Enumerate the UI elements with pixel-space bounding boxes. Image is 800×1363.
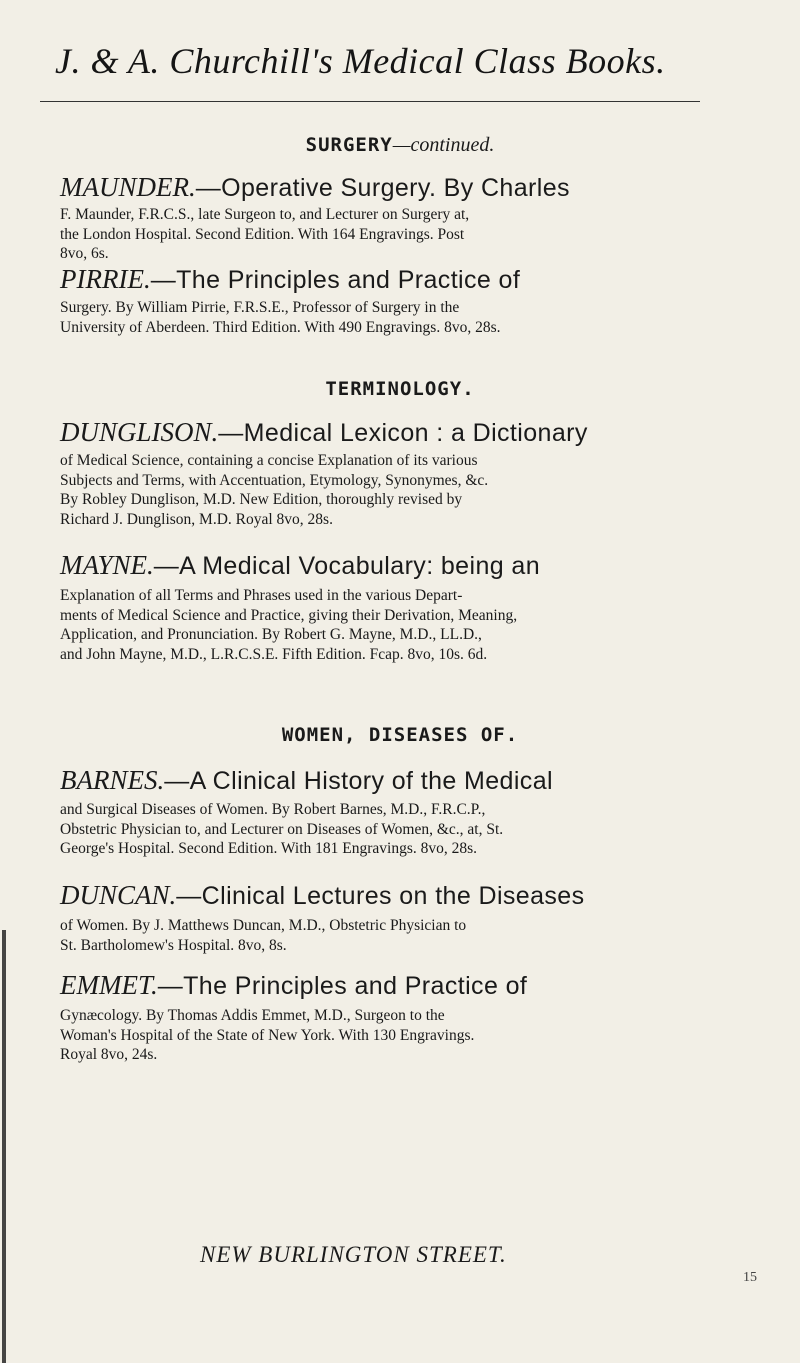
entry-work-title: —A Clinical History of the Medical — [164, 767, 553, 795]
entry-line: Surgery. By William Pirrie, F.R.S.E., Professor of Surgery in the — [60, 299, 460, 316]
entry-author: DUNCAN. — [60, 880, 177, 910]
entry-work-title: —Clinical Lectures on the Diseases — [176, 882, 585, 910]
page-number: 15 — [743, 1270, 757, 1285]
entry-line: of Women. By J. Matthews Duncan, M.D., Obstetric Physician to — [60, 917, 467, 934]
entry-work-title: —Medical Lexicon : a Dictionary — [218, 419, 588, 447]
entry-description — [60, 298, 760, 337]
entry-work-title: —A Medical Vocabulary: being an — [153, 552, 541, 580]
entry-line: Woman's Hospital of the State of New York. With 130 Engravings. — [60, 1026, 475, 1044]
entry-line: ments of Medical Science and Practice, giving their Derivation, Meaning, — [60, 606, 518, 624]
section-continued: —continued. — [392, 134, 495, 156]
entry-line: F. Maunder, F.R.C.S., late Surgeon to, and Lecturer on Surgery at, — [60, 206, 470, 223]
entry-line: St. Bartholomew's Hospital. 8vo, 8s. — [60, 936, 287, 954]
entry-line: Application, and Pronunciation. By Robert G. Mayne, M.D., LL.D., — [60, 626, 482, 643]
entry-line: of Medical Science, containing a concise Explanation of its various — [60, 452, 478, 469]
entry-line: Richard J. Dunglison, M.D. Royal 8vo, 28s. — [60, 510, 333, 528]
entry-line: Subjects and Terms, with Accentuation, Etymology, Synonymes, &c. — [60, 471, 489, 489]
entry-line: and John Mayne, M.D., L.R.C.S.E. Fifth Edition. Fcap. 8vo, 10s. 6d. — [60, 645, 488, 663]
entry-work-title: —The Principles and Practice of — [157, 972, 528, 1000]
entry-title — [60, 880, 760, 911]
entry-title — [60, 264, 760, 295]
entry-line: By Robley Dunglison, M.D. New Edition, thoroughly revised by — [60, 491, 463, 508]
entry-author: MAUNDER. — [60, 172, 196, 202]
section-heading-text: WOMEN, DISEASES OF. — [281, 724, 519, 746]
entry-description — [60, 451, 760, 529]
entry-work-title: —The Principles and Practice of — [150, 266, 521, 294]
entry-title — [60, 172, 760, 203]
entry-author: DUNGLISON. — [60, 417, 219, 447]
entry-author: EMMET. — [60, 970, 158, 1000]
entry-title — [60, 765, 760, 796]
running-header: J. & A. Churchill's Medical Class Books. — [55, 41, 666, 81]
entry-line: University of Aberdeen. Third Edition. With 490 Engravings. 8vo, 28s. — [60, 318, 501, 336]
entry-line: and Surgical Diseases of Women. By Robert Barnes, M.D., F.R.C.P., — [60, 801, 486, 818]
entry-author: PIRRIE. — [60, 264, 151, 294]
header-rule — [40, 101, 700, 102]
entry-author: BARNES. — [60, 765, 165, 795]
entry-description — [60, 916, 760, 955]
page-edge-rule — [2, 930, 6, 1363]
entry-line: Gynæcology. By Thomas Addis Emmet, M.D., Surgeon to the — [60, 1007, 445, 1024]
footer-address: NEW BURLINGTON STREET. — [200, 1242, 507, 1267]
entry-title — [60, 550, 760, 581]
entry-line: Royal 8vo, 24s. — [60, 1046, 158, 1063]
entry-description — [60, 800, 760, 859]
section-heading-terminology — [0, 378, 800, 400]
section-heading-surgery — [0, 134, 800, 157]
entry-title — [60, 417, 760, 448]
entry-line: George's Hospital. Second Edition. With 181 Engravings. 8vo, 28s. — [60, 840, 478, 857]
entry-work-title: —Operative Surgery. By Charles — [195, 174, 570, 202]
section-heading-women-diseases — [0, 724, 800, 746]
entry-line: Explanation of all Terms and Phrases used in the various Depart- — [60, 587, 463, 604]
entry-line: Obstetric Physician to, and Lecturer on Diseases of Women, &c., at, St. — [60, 820, 504, 838]
entry-description — [60, 586, 760, 664]
section-heading-text: TERMINOLOGY. — [325, 378, 475, 400]
entry-line: 8vo, 6s. — [60, 245, 109, 262]
entry-author: MAYNE. — [60, 550, 154, 580]
entry-description — [60, 205, 760, 264]
section-heading-text: SURGERY — [305, 134, 393, 156]
entry-title — [60, 970, 760, 1001]
entry-description — [60, 1006, 760, 1065]
entry-line: the London Hospital. Second Edition. With 164 Engravings. Post — [60, 225, 465, 243]
